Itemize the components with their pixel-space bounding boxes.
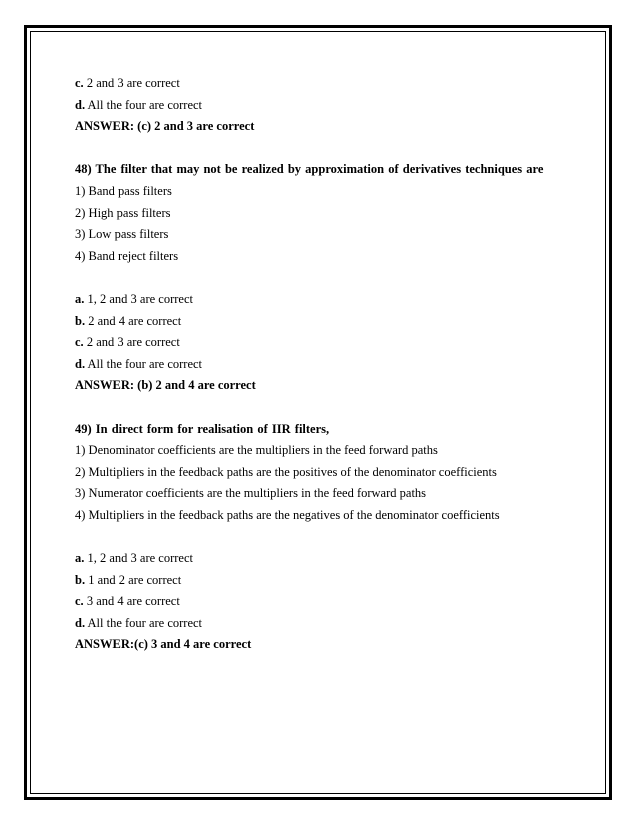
statement-2: 2) High pass filters [75, 205, 171, 220]
option-letter: c. [75, 76, 84, 90]
statement-4: 4) Multipliers in the feedback paths are the negatives of the denominator coefficients [75, 507, 500, 522]
spacer [75, 267, 575, 289]
option-text: 3 and 4 are correct [83, 594, 180, 609]
option-c [75, 73, 575, 95]
option-text: 2 and 3 are correct [83, 335, 180, 350]
question-49: 49) In direct form for realisation of IIR filters, [75, 421, 330, 436]
option-letter: a. [75, 551, 85, 566]
option-text: 1 and 2 are correct [85, 572, 182, 587]
option-b [75, 570, 575, 592]
page-content [75, 73, 575, 656]
statement-3: 3) Numerator coefficients are the multipliers in the feed forward paths [75, 486, 427, 501]
option-d [75, 613, 575, 635]
option-text: 2 and 3 are correct [83, 76, 180, 90]
option-c [75, 591, 575, 613]
option-d [75, 354, 575, 376]
option-letter: a. [75, 291, 85, 306]
option-text: All the four are correct [85, 356, 203, 371]
statement-3: 3) Low pass filters [75, 227, 169, 242]
option-letter: b. [75, 572, 86, 587]
option-text: 1, 2 and 3 are correct [84, 291, 193, 306]
statement-1: 1) Band pass filters [75, 183, 172, 198]
option-c [75, 332, 575, 354]
option-letter: d. [75, 356, 86, 371]
answer-line: ANSWER: (c) 2 and 3 are correct [75, 119, 255, 134]
spacer [75, 526, 575, 548]
option-a [75, 289, 575, 311]
option-text: All the four are correct [85, 97, 203, 112]
statement-1: 1) Denominator coefficients are the multipliers in the feed forward paths [75, 443, 438, 458]
option-a [75, 548, 575, 570]
answer-line: ANSWER: (b) 2 and 4 are correct [75, 378, 256, 393]
option-letter: d. [75, 615, 86, 630]
statement-4: 4) Band reject filters [75, 248, 179, 263]
statement-2: 2) Multipliers in the feedback paths are the positives of the denominator coefficients [75, 464, 497, 479]
option-text: 2 and 4 are correct [85, 313, 182, 328]
option-letter: c. [75, 594, 84, 609]
option-b [75, 311, 575, 333]
option-letter: d. [75, 97, 86, 112]
answer-line: ANSWER:(c) 3 and 4 are correct [75, 637, 252, 652]
spacer [75, 138, 575, 160]
option-text: All the four are correct [85, 615, 203, 630]
spacer [75, 397, 575, 419]
option-letter: b. [75, 313, 86, 328]
question-48: 48) The filter that may not be realized by approximation of derivatives techniques are [75, 162, 544, 177]
option-letter: c. [75, 335, 84, 350]
option-d [75, 95, 575, 117]
option-text: 1, 2 and 3 are correct [84, 551, 193, 566]
